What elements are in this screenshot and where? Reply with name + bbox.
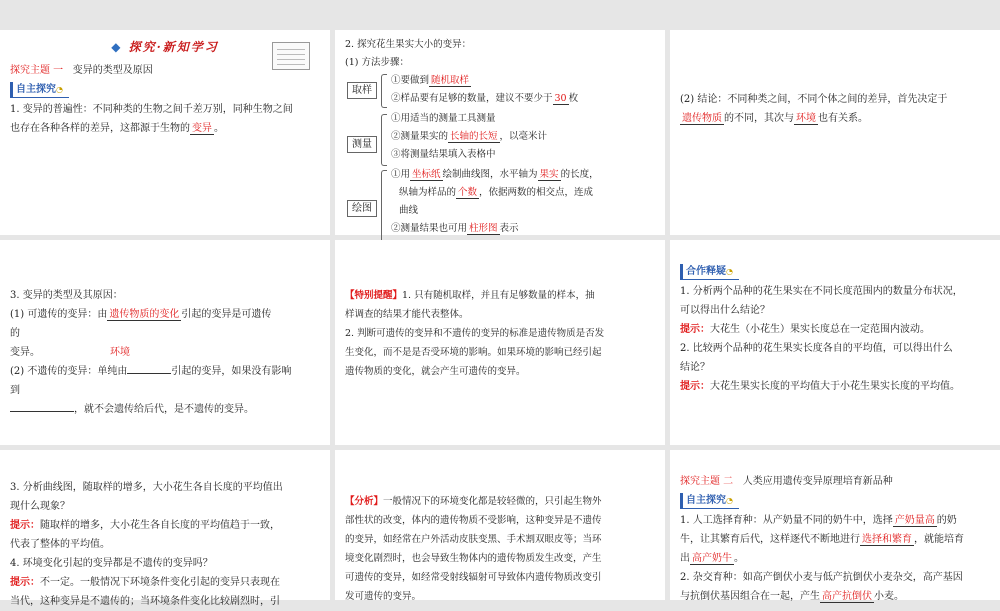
- text: 。: [734, 553, 744, 564]
- answer-fill: 随机取样: [431, 75, 470, 86]
- text: ②样品要有足够的数量，建议不要少于: [391, 93, 553, 104]
- badge-icon: ◔: [726, 266, 733, 276]
- slide-9[interactable]: [670, 450, 1000, 600]
- text: 不一定。一般情况下环境条件变化引起的变异只表现在: [40, 577, 280, 588]
- brace: [381, 170, 387, 248]
- step-label-sampling: 取样: [347, 82, 377, 99]
- slide-5[interactable]: [335, 240, 665, 445]
- text: (1) 可遗传的变异：由: [10, 309, 108, 320]
- answer-fill: 遗传物质的变化: [109, 309, 180, 320]
- answer-fill: 高产抗倒伏: [822, 591, 872, 602]
- text: 的奶: [936, 515, 957, 526]
- analysis-tag: 【分析】: [345, 496, 384, 507]
- answer-fill: 遗传物质: [682, 113, 722, 124]
- paragraph-line: 可以得出什么结论？: [680, 305, 770, 316]
- step-line: ①用适当的测量工具测量: [391, 113, 496, 124]
- section-title: 2. 探究花生果实大小的变异：: [345, 39, 472, 50]
- paragraph-line: [10, 305, 320, 324]
- topic-title: 变异的类型及原因: [72, 65, 153, 76]
- text: 纵轴为样品的: [399, 187, 457, 198]
- paragraph-line: [680, 511, 990, 530]
- blank: [127, 373, 171, 374]
- answer-fill: 个数: [458, 187, 478, 198]
- text: 1. 只有随机取样，并且有足够数量的样本，抽: [402, 290, 595, 301]
- badge-icon: ◔: [56, 84, 63, 94]
- text: 枚: [568, 93, 579, 104]
- step-label-draw: 绘图: [347, 200, 377, 217]
- paragraph-line: [10, 400, 320, 419]
- paragraph-line: [345, 492, 655, 511]
- tip-tag: 【特别提醒】: [345, 290, 403, 301]
- text: 引起的变异，如果没有影响: [171, 366, 292, 377]
- text: 小麦。: [874, 591, 904, 602]
- paragraph-line: [680, 587, 990, 606]
- paragraph-line: [10, 119, 320, 138]
- answer-fill: 坐标纸: [412, 169, 441, 180]
- topic-line: [680, 472, 990, 491]
- subsection-title: (1) 方法步骤：: [345, 57, 409, 68]
- paragraph-line: [680, 109, 990, 128]
- text: 引起的变异是可遗传: [181, 309, 272, 320]
- paragraph-line: 3. 分析曲线图，随取样的增多，大小花生各自长度的平均值出: [10, 482, 283, 493]
- text: 一般情况下的环境变化都是较轻微的，只引起生物外: [383, 496, 602, 507]
- paragraph-line: [10, 362, 320, 381]
- text: ，以毫米计: [499, 131, 548, 142]
- paragraph-line: 2. 判断可遗传的变异和不遗传的变异的标准是遗传物质是否发: [345, 328, 605, 339]
- answer-fill: 变异: [192, 123, 212, 134]
- paragraph-line: 到: [10, 385, 20, 396]
- slide-6[interactable]: [670, 240, 1000, 445]
- paragraph-line: 的: [10, 328, 20, 339]
- step-line: [399, 184, 593, 202]
- paragraph-line: 4. 环境变化引起的变异都是不遗传的变异吗？: [10, 558, 213, 569]
- paragraph-line: [680, 320, 990, 339]
- blank: [10, 411, 74, 412]
- self-study-badge: [680, 493, 739, 509]
- text: 牛，让其繁育后代，这样逐代不断地进行: [680, 534, 860, 545]
- text: 绘制曲线图，水平轴为: [442, 169, 538, 180]
- step-line: [391, 128, 547, 146]
- globe-icon: ◆: [111, 40, 123, 54]
- paragraph-line: [10, 573, 320, 592]
- brace: [381, 74, 387, 108]
- paragraph-line: 遗传物质的变化，就会产生可遗传的变异。: [345, 366, 526, 377]
- text: 的不同，其次与: [724, 113, 794, 124]
- step-line: [391, 90, 578, 108]
- slide-2[interactable]: [335, 30, 665, 235]
- slide-1[interactable]: [0, 30, 330, 235]
- answer-fill: 环境: [796, 113, 816, 124]
- paragraph-line: (2) 结论：不同种类之间，不同个体之间的差异，首先决定于: [680, 94, 948, 105]
- text: 也存在各种各样的差异，这都源于生物的: [10, 123, 190, 134]
- answer-fill: 果实: [539, 169, 559, 180]
- text: 1. 人工选择育种：从产奶量不同的奶牛中，选择: [680, 515, 893, 526]
- text: ①要做到: [391, 75, 430, 86]
- badge-text: 自主探究: [686, 495, 726, 506]
- slide-8[interactable]: [335, 450, 665, 600]
- paragraph-line: 样调查的结果才能代表整体。: [345, 309, 469, 320]
- paragraph-line: 现什么现象？: [10, 501, 70, 512]
- section-header-text: 探究·新知学习: [128, 40, 219, 54]
- badge-icon: ◔: [726, 495, 733, 505]
- brace: [381, 114, 387, 166]
- step-line: [391, 166, 599, 184]
- answer-fill: 环境: [110, 347, 130, 358]
- paragraph-line: 3. 变异的类型及其原因：: [10, 290, 123, 301]
- text: ，就不会遗传给后代，是不遗传的变异。: [74, 404, 254, 415]
- paragraph-line: 结论？: [680, 362, 710, 373]
- hint-label: 提示：: [680, 324, 710, 335]
- paragraph-line: 2. 比较两个品种的花生果实长度各自的平均值，可以得出什么: [680, 343, 953, 354]
- text: ，就能培育: [914, 534, 964, 545]
- paragraph-line: [680, 530, 990, 549]
- paragraph-line: 发可遗传的变异。: [345, 591, 422, 602]
- slide-4[interactable]: [0, 240, 330, 445]
- hint-label: 提示：: [10, 520, 40, 531]
- step-line: [391, 72, 471, 90]
- paragraph-line: 1. 变异的普遍性：不同种类的生物之间千差万别，同种生物之间: [10, 104, 293, 115]
- text: 随取样的增多，大小花生各自长度的平均值趋于一致，: [40, 520, 280, 531]
- method-steps: [345, 72, 655, 232]
- step-line: [391, 220, 519, 238]
- topic-label: 探究主题 一: [10, 65, 64, 76]
- paragraph-line: 生变化，而不是是否受环境的影响。如果环境的影响已经引起: [345, 347, 602, 358]
- topic-label: 探究主题 二: [680, 476, 734, 487]
- paragraph-line: 2. 杂交育种：如高产倒伏小麦与低产抗倒伏小麦杂交，高产基因: [680, 572, 963, 583]
- paragraph-line: 代表了整体的平均值。: [10, 539, 110, 550]
- answer-fill: 产奶量高: [894, 515, 935, 526]
- text: 大花生（小花生）果实长度总在一定范围内波动。: [710, 324, 930, 335]
- text: ②测量结果也可用: [391, 223, 468, 234]
- text: ，依据两数的相交点，连成: [479, 187, 594, 198]
- paragraph-line: 当代，这种变异是不遗传的；当环境条件变化比较剧烈时，引: [10, 596, 280, 607]
- slide-7[interactable]: [0, 450, 330, 607]
- answer-fill: 柱形图: [469, 223, 498, 234]
- step-line: ③将测量结果填入表格中: [391, 149, 496, 160]
- paragraph-line: [680, 377, 990, 396]
- paragraph-line: 的变异，如经常在户外活动皮肤变黑、手术割双眼皮等；当环: [345, 534, 602, 545]
- text: 也有关系。: [818, 113, 868, 124]
- hint-label: 提示：: [680, 381, 710, 392]
- text: 的长度，: [560, 169, 599, 180]
- paragraph-line: [10, 343, 320, 362]
- text: 变异。: [10, 347, 40, 358]
- text: 与抗倒伏基因组合在一起，产生: [680, 591, 820, 602]
- answer-fill: 选择和繁育: [862, 534, 912, 545]
- text: 。: [214, 123, 224, 134]
- sticky-note-icon: [272, 42, 310, 70]
- paragraph-line: 可遗传的变异，如经常受射线辐射可导致体内遗传物质改变引: [345, 572, 602, 583]
- self-study-badge: [10, 82, 69, 98]
- text: ②测量果实的: [391, 131, 449, 142]
- text: 大花生果实长度的平均值大于小花生果实长度的平均值。: [710, 381, 960, 392]
- paragraph-line: [345, 286, 655, 305]
- step-line: 曲线: [399, 205, 419, 216]
- paragraph-line: 境变化剧烈时，也会导致生物体内的遗传物质发生改变，产生: [345, 553, 602, 564]
- slide-3[interactable]: [670, 30, 1000, 235]
- topic-title: 人类应用遗传变异原理培育新品种: [742, 476, 893, 487]
- cooperation-badge: [680, 264, 739, 280]
- text: (2) 不遗传的变异：单纯由: [10, 366, 128, 377]
- step-label-measure: 测量: [347, 136, 377, 153]
- badge-text: 合作释疑: [686, 266, 726, 277]
- badge-text: 自主探究: [16, 84, 56, 95]
- text: 出: [680, 553, 690, 564]
- paragraph-line: 1. 分析两个品种的花生果实在不同长度范围内的数量分布状况，: [680, 286, 963, 297]
- paragraph-line: 部性状的改变，体内的遗传物质不受影响，这种变异是不遗传: [345, 515, 602, 526]
- paragraph-line: [680, 549, 990, 568]
- text: 表示: [499, 223, 519, 234]
- hint-label: 提示：: [10, 577, 40, 588]
- paragraph-line: [10, 516, 320, 535]
- text: ①用: [391, 169, 411, 180]
- answer-fill: 长轴的长短: [450, 131, 498, 142]
- answer-fill: 高产奶牛: [692, 553, 732, 564]
- answer-fill: 30: [554, 93, 567, 104]
